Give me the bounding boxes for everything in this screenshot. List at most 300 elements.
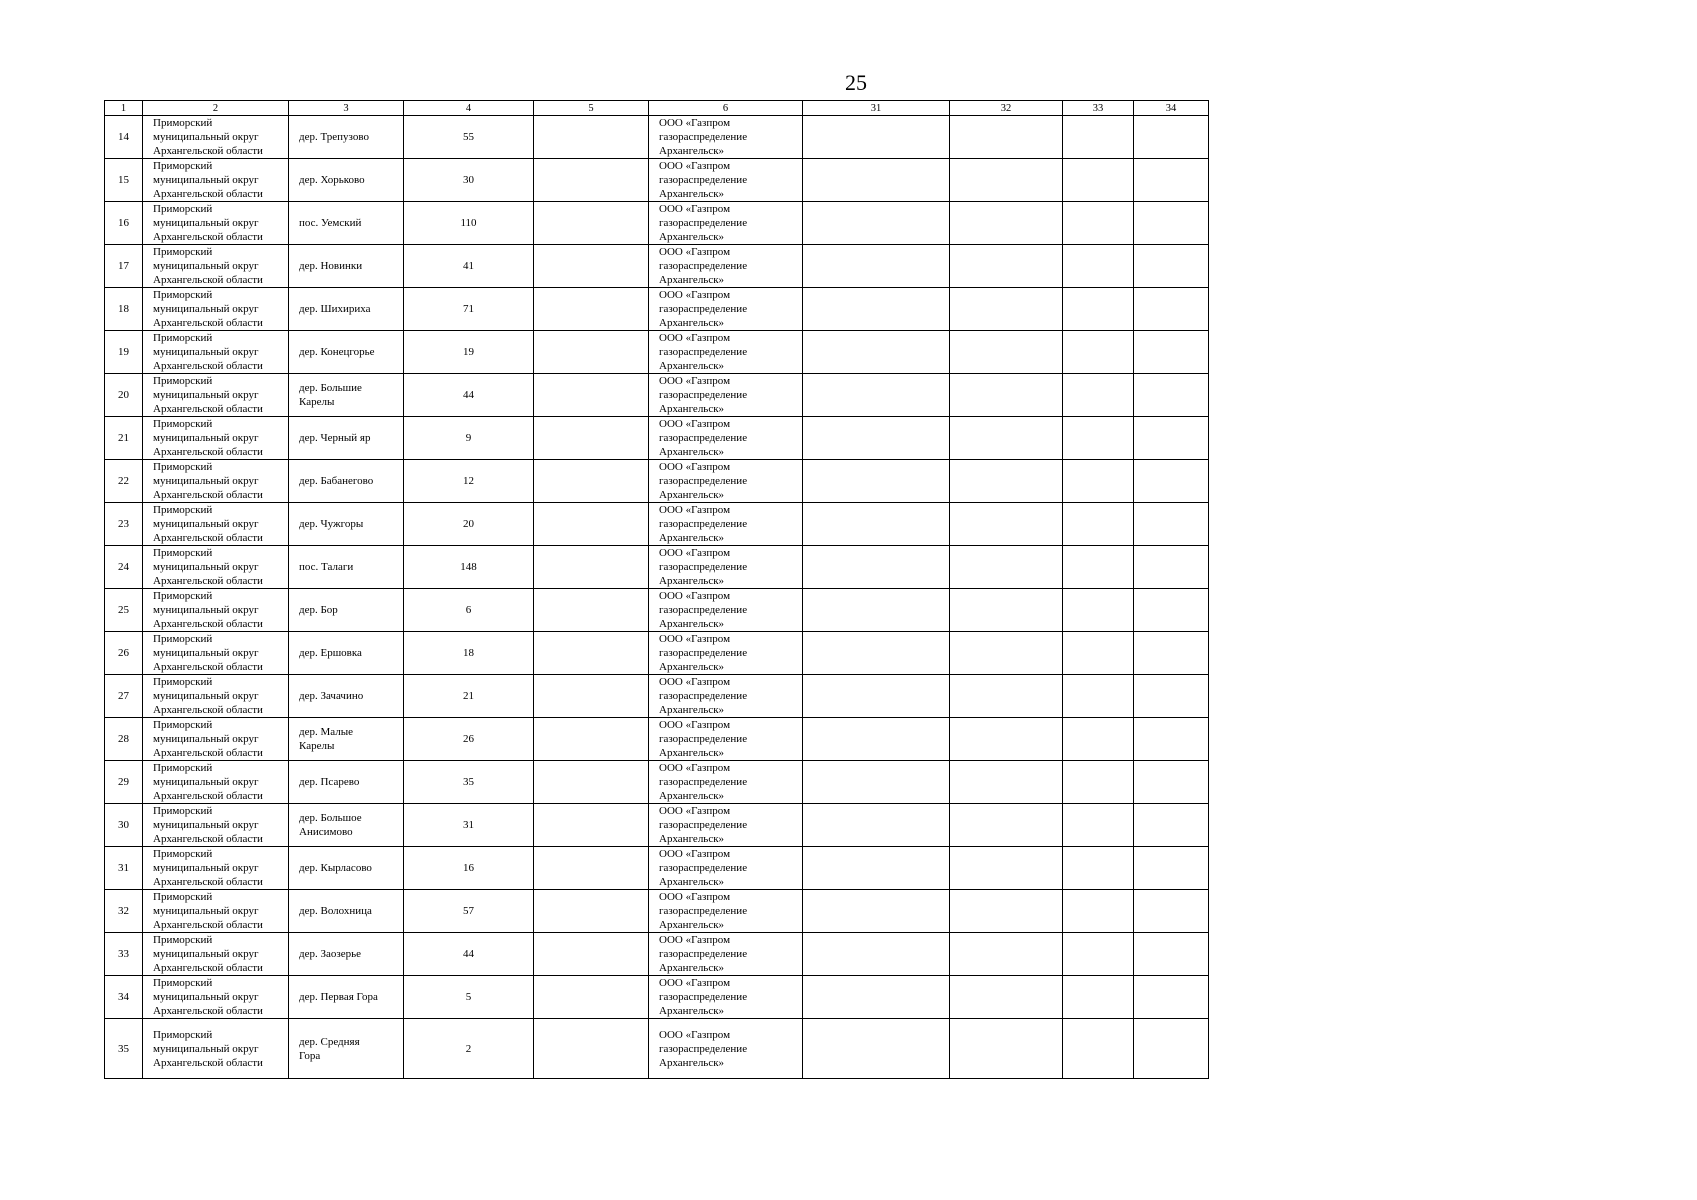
district-cell	[143, 202, 289, 245]
column-33-cell	[1063, 761, 1134, 804]
settlement-cell	[289, 804, 404, 847]
column-31-cell	[803, 288, 950, 331]
district-line: муниципальный округ	[153, 733, 259, 745]
district-line: Приморский	[153, 633, 213, 645]
organization-cell	[649, 546, 803, 589]
organization-line: Архангельск»	[659, 876, 725, 888]
organization-line: Архангельск»	[659, 704, 725, 716]
column-32-cell	[950, 675, 1063, 718]
organization-line: ООО «Газпром	[659, 461, 731, 473]
row-number-cell: 17	[105, 245, 143, 288]
district-cell	[143, 417, 289, 460]
settlement-name: пос. Уемский	[299, 217, 362, 229]
district-line: Архангельской области	[153, 317, 263, 329]
header-cell: 33	[1063, 101, 1134, 116]
table-row	[105, 718, 1209, 761]
organization-line: газораспределение	[659, 260, 748, 272]
district-line: Архангельской области	[153, 833, 263, 845]
organization-cell	[649, 804, 803, 847]
column-31-cell	[803, 374, 950, 417]
district-cell	[143, 589, 289, 632]
organization-line: газораспределение	[659, 862, 748, 874]
organization-line: ООО «Газпром	[659, 805, 731, 817]
column-31-cell	[803, 331, 950, 374]
column-32-cell	[950, 890, 1063, 933]
row-number-cell: 25	[105, 589, 143, 632]
district-cell	[143, 847, 289, 890]
column-34-cell	[1134, 847, 1209, 890]
district-line: Архангельской области	[153, 145, 263, 157]
count-cell: 18	[404, 632, 534, 675]
column-33-cell	[1063, 718, 1134, 761]
row-number-cell: 33	[105, 933, 143, 976]
settlement-name: дер. Шихириха	[299, 303, 371, 315]
district-line: Архангельской области	[153, 747, 263, 759]
column-5-cell	[534, 890, 649, 933]
district-line: Архангельской области	[153, 274, 263, 286]
header-cell: 32	[950, 101, 1063, 116]
organization-line: Архангельск»	[659, 403, 725, 415]
column-32-cell	[950, 245, 1063, 288]
organization-line: газораспределение	[659, 475, 748, 487]
settlement-cell	[289, 159, 404, 202]
column-31-cell	[803, 546, 950, 589]
column-5-cell	[534, 632, 649, 675]
table-row	[105, 202, 1209, 245]
column-5-cell	[534, 202, 649, 245]
column-31-cell	[803, 417, 950, 460]
district-line: Приморский	[153, 418, 213, 430]
column-34-cell	[1134, 417, 1209, 460]
district-line: муниципальный округ	[153, 862, 259, 874]
settlement-name: дер. Хорьково	[299, 174, 365, 186]
table-row	[105, 761, 1209, 804]
column-32-cell	[950, 933, 1063, 976]
settlement-name: дер. Новинки	[299, 260, 363, 272]
organization-line: ООО «Газпром	[659, 762, 731, 774]
column-31-cell	[803, 675, 950, 718]
column-5-cell	[534, 847, 649, 890]
count-cell: 30	[404, 159, 534, 202]
table-row	[105, 460, 1209, 503]
settlement-cell	[289, 116, 404, 159]
organization-cell	[649, 718, 803, 761]
organization-cell	[649, 374, 803, 417]
column-34-cell	[1134, 890, 1209, 933]
district-cell	[143, 933, 289, 976]
organization-line: Архангельск»	[659, 1056, 725, 1069]
settlement-cell	[289, 503, 404, 546]
column-33-cell	[1063, 804, 1134, 847]
settlement-cell	[289, 1019, 404, 1079]
table-row	[105, 589, 1209, 632]
district-line: муниципальный округ	[153, 303, 259, 315]
column-32-cell	[950, 116, 1063, 159]
settlement-name: дер. Зачачино	[299, 690, 364, 702]
column-32-cell	[950, 847, 1063, 890]
column-34-cell	[1134, 331, 1209, 374]
organization-line: газораспределение	[659, 432, 748, 444]
district-cell	[143, 116, 289, 159]
column-32-cell	[950, 546, 1063, 589]
organization-line: ООО «Газпром	[659, 891, 731, 903]
column-5-cell	[534, 546, 649, 589]
settlement-cell	[289, 460, 404, 503]
organization-line: ООО «Газпром	[659, 848, 731, 860]
column-5-cell	[534, 331, 649, 374]
district-cell	[143, 374, 289, 417]
row-number-cell: 21	[105, 417, 143, 460]
district-cell	[143, 546, 289, 589]
column-31-cell	[803, 116, 950, 159]
district-cell	[143, 804, 289, 847]
organization-line: ООО «Газпром	[659, 977, 731, 989]
settlement-name: дер. Чужгоры	[299, 518, 364, 530]
organization-line: ООО «Газпром	[659, 1028, 731, 1041]
organization-line: газораспределение	[659, 389, 748, 401]
settlement-name: дер. Трепузово	[299, 131, 369, 143]
column-32-cell	[950, 589, 1063, 632]
district-cell	[143, 460, 289, 503]
column-33-cell	[1063, 1019, 1134, 1079]
settlement-name: дер. Первая Гора	[299, 991, 378, 1003]
district-line: муниципальный округ	[153, 647, 259, 659]
district-line: Архангельской области	[153, 790, 263, 802]
organization-line: ООО «Газпром	[659, 547, 731, 559]
column-33-cell	[1063, 202, 1134, 245]
table-row	[105, 159, 1209, 202]
column-31-cell	[803, 976, 950, 1019]
table-row	[105, 116, 1209, 159]
count-cell: 6	[404, 589, 534, 632]
settlement-name: дер. Кырласово	[299, 862, 372, 874]
count-cell: 110	[404, 202, 534, 245]
count-cell: 2	[404, 1019, 534, 1079]
column-32-cell	[950, 632, 1063, 675]
column-33-cell	[1063, 159, 1134, 202]
column-33-cell	[1063, 632, 1134, 675]
district-line: Архангельской области	[153, 962, 263, 974]
district-line: Приморский	[153, 375, 213, 387]
table-row	[105, 976, 1209, 1019]
table-body	[105, 101, 1209, 1079]
column-31-cell	[803, 847, 950, 890]
row-number-cell: 18	[105, 288, 143, 331]
organization-line: ООО «Газпром	[659, 332, 731, 344]
column-5-cell	[534, 933, 649, 976]
column-33-cell	[1063, 589, 1134, 632]
organization-line: газораспределение	[659, 905, 748, 917]
table-row	[105, 804, 1209, 847]
column-32-cell	[950, 1019, 1063, 1079]
district-line: муниципальный округ	[153, 174, 259, 186]
organization-line: ООО «Газпром	[659, 418, 731, 430]
column-34-cell	[1134, 202, 1209, 245]
district-line: Архангельской области	[153, 231, 263, 243]
district-line: Архангельской области	[153, 876, 263, 888]
district-line: муниципальный округ	[153, 819, 259, 831]
row-number-cell: 28	[105, 718, 143, 761]
settlement-cell	[289, 589, 404, 632]
district-line: Приморский	[153, 977, 213, 989]
column-34-cell	[1134, 761, 1209, 804]
table-row	[105, 503, 1209, 546]
column-32-cell	[950, 331, 1063, 374]
organization-cell	[649, 331, 803, 374]
organization-line: Архангельск»	[659, 575, 725, 587]
column-5-cell	[534, 116, 649, 159]
row-number-cell: 15	[105, 159, 143, 202]
organization-cell	[649, 417, 803, 460]
row-number-cell: 24	[105, 546, 143, 589]
district-line: Приморский	[153, 848, 213, 860]
column-34-cell	[1134, 159, 1209, 202]
column-33-cell	[1063, 460, 1134, 503]
organization-line: Архангельск»	[659, 962, 725, 974]
column-34-cell	[1134, 718, 1209, 761]
page-number: 25	[845, 70, 867, 95]
district-line: Приморский	[153, 719, 213, 731]
district-line: Приморский	[153, 117, 213, 129]
district-line: Приморский	[153, 590, 213, 602]
district-line: Приморский	[153, 1028, 213, 1041]
column-34-cell	[1134, 804, 1209, 847]
district-cell	[143, 288, 289, 331]
organization-line: ООО «Газпром	[659, 117, 731, 129]
column-33-cell	[1063, 417, 1134, 460]
organization-line: газораспределение	[659, 819, 748, 831]
column-32-cell	[950, 202, 1063, 245]
settlement-name: дер. Бабанегово	[299, 475, 374, 487]
row-number-cell: 34	[105, 976, 143, 1019]
column-31-cell	[803, 460, 950, 503]
column-33-cell	[1063, 331, 1134, 374]
district-line: Приморский	[153, 332, 213, 344]
row-number-cell: 32	[105, 890, 143, 933]
column-31-cell	[803, 761, 950, 804]
settlement-cell	[289, 546, 404, 589]
count-cell: 12	[404, 460, 534, 503]
organization-line: Архангельск»	[659, 833, 725, 845]
column-33-cell	[1063, 503, 1134, 546]
district-line: Приморский	[153, 547, 213, 559]
column-32-cell	[950, 417, 1063, 460]
district-cell	[143, 890, 289, 933]
count-cell: 26	[404, 718, 534, 761]
column-33-cell	[1063, 675, 1134, 718]
district-cell	[143, 331, 289, 374]
organization-cell	[649, 589, 803, 632]
settlement-name: дер. Ершовка	[299, 647, 362, 659]
district-line: Архангельской области	[153, 489, 263, 501]
settlement-cell	[289, 976, 404, 1019]
count-cell: 41	[404, 245, 534, 288]
header-cell: 4	[404, 101, 534, 116]
row-number-cell: 20	[105, 374, 143, 417]
district-line: Архангельской области	[153, 360, 263, 372]
organization-line: Архангельск»	[659, 661, 725, 673]
organization-cell	[649, 976, 803, 1019]
column-5-cell	[534, 589, 649, 632]
organization-line: Архангельск»	[659, 274, 725, 286]
organization-cell	[649, 632, 803, 675]
district-line: Архангельской области	[153, 575, 263, 587]
row-number-cell: 35	[105, 1019, 143, 1079]
organization-line: газораспределение	[659, 346, 748, 358]
column-5-cell	[534, 159, 649, 202]
column-32-cell	[950, 976, 1063, 1019]
organization-cell	[649, 245, 803, 288]
organization-line: газораспределение	[659, 561, 748, 573]
organization-line: газораспределение	[659, 690, 748, 702]
settlement-cell	[289, 288, 404, 331]
district-line: Приморский	[153, 805, 213, 817]
header-cell: 31	[803, 101, 950, 116]
organization-line: ООО «Газпром	[659, 289, 731, 301]
district-line: Архангельской области	[153, 1005, 263, 1017]
district-line: Приморский	[153, 246, 213, 258]
organization-line: ООО «Газпром	[659, 676, 731, 688]
table-row	[105, 890, 1209, 933]
organization-line: ООО «Газпром	[659, 203, 731, 215]
organization-line: Архангельск»	[659, 360, 725, 372]
column-34-cell	[1134, 245, 1209, 288]
district-line: Приморский	[153, 762, 213, 774]
count-cell: 21	[404, 675, 534, 718]
column-33-cell	[1063, 245, 1134, 288]
settlement-cell	[289, 417, 404, 460]
column-33-cell	[1063, 546, 1134, 589]
organization-line: газораспределение	[659, 776, 748, 788]
column-34-cell	[1134, 374, 1209, 417]
column-5-cell	[534, 976, 649, 1019]
column-33-cell	[1063, 288, 1134, 331]
column-32-cell	[950, 374, 1063, 417]
district-line: Приморский	[153, 160, 213, 172]
organization-cell	[649, 288, 803, 331]
column-34-cell	[1134, 632, 1209, 675]
column-34-cell	[1134, 288, 1209, 331]
settlement-cell	[289, 374, 404, 417]
district-line: муниципальный округ	[153, 217, 259, 229]
organization-line: Архангельск»	[659, 790, 725, 802]
organization-line: газораспределение	[659, 948, 748, 960]
column-34-cell	[1134, 589, 1209, 632]
table-row	[105, 1019, 1209, 1079]
settlement-cell	[289, 890, 404, 933]
row-number-cell: 23	[105, 503, 143, 546]
district-cell	[143, 718, 289, 761]
organization-line: газораспределение	[659, 217, 748, 229]
count-cell: 31	[404, 804, 534, 847]
column-31-cell	[803, 245, 950, 288]
column-34-cell	[1134, 933, 1209, 976]
count-cell: 55	[404, 116, 534, 159]
organization-line: газораспределение	[659, 1042, 748, 1055]
district-line: Приморский	[153, 203, 213, 215]
column-32-cell	[950, 761, 1063, 804]
column-5-cell	[534, 245, 649, 288]
column-5-cell	[534, 675, 649, 718]
column-31-cell	[803, 890, 950, 933]
district-line: муниципальный округ	[153, 991, 259, 1003]
organization-line: ООО «Газпром	[659, 719, 731, 731]
header-cell: 3	[289, 101, 404, 116]
header-cell: 34	[1134, 101, 1209, 116]
district-line: Архангельской области	[153, 532, 263, 544]
organization-cell	[649, 933, 803, 976]
settlement-name: дер. Заозерье	[299, 948, 361, 960]
column-34-cell	[1134, 1019, 1209, 1079]
row-number-cell: 14	[105, 116, 143, 159]
district-line: муниципальный округ	[153, 776, 259, 788]
table-row	[105, 546, 1209, 589]
district-cell	[143, 675, 289, 718]
column-5-cell	[534, 374, 649, 417]
organization-line: Архангельск»	[659, 188, 725, 200]
district-line: Архангельской области	[153, 661, 263, 673]
table-row	[105, 245, 1209, 288]
settlement-name: дер. Большие Карелы	[299, 382, 362, 408]
organization-cell	[649, 890, 803, 933]
settlement-cell	[289, 675, 404, 718]
column-31-cell	[803, 589, 950, 632]
count-cell: 20	[404, 503, 534, 546]
column-31-cell	[803, 804, 950, 847]
settlement-name: дер. Псарево	[299, 776, 360, 788]
organization-line: ООО «Газпром	[659, 246, 731, 258]
column-5-cell	[534, 1019, 649, 1079]
settlement-name: дер. Большое Анисимово	[299, 812, 362, 838]
organization-line: ООО «Газпром	[659, 504, 731, 516]
district-line: муниципальный округ	[153, 518, 259, 530]
organization-line: газораспределение	[659, 518, 748, 530]
column-34-cell	[1134, 503, 1209, 546]
column-33-cell	[1063, 847, 1134, 890]
settlement-cell	[289, 933, 404, 976]
column-5-cell	[534, 761, 649, 804]
organization-line: газораспределение	[659, 131, 748, 143]
organization-cell	[649, 761, 803, 804]
district-line: муниципальный округ	[153, 561, 259, 573]
district-cell	[143, 761, 289, 804]
count-cell: 35	[404, 761, 534, 804]
count-cell: 5	[404, 976, 534, 1019]
district-line: муниципальный округ	[153, 389, 259, 401]
column-31-cell	[803, 202, 950, 245]
organization-cell	[649, 503, 803, 546]
district-cell	[143, 1019, 289, 1079]
column-33-cell	[1063, 374, 1134, 417]
organization-line: ООО «Газпром	[659, 590, 731, 602]
district-line: муниципальный округ	[153, 948, 259, 960]
column-34-cell	[1134, 546, 1209, 589]
district-line: муниципальный округ	[153, 260, 259, 272]
organization-line: газораспределение	[659, 303, 748, 315]
organization-cell	[649, 460, 803, 503]
district-cell	[143, 976, 289, 1019]
column-31-cell	[803, 1019, 950, 1079]
column-5-cell	[534, 718, 649, 761]
settlement-name: дер. Бор	[299, 604, 338, 616]
organization-line: ООО «Газпром	[659, 633, 731, 645]
district-line: муниципальный округ	[153, 131, 259, 143]
district-cell	[143, 632, 289, 675]
organization-line: Архангельск»	[659, 618, 725, 630]
row-number-cell: 27	[105, 675, 143, 718]
column-32-cell	[950, 288, 1063, 331]
organization-line: Архангельск»	[659, 145, 725, 157]
